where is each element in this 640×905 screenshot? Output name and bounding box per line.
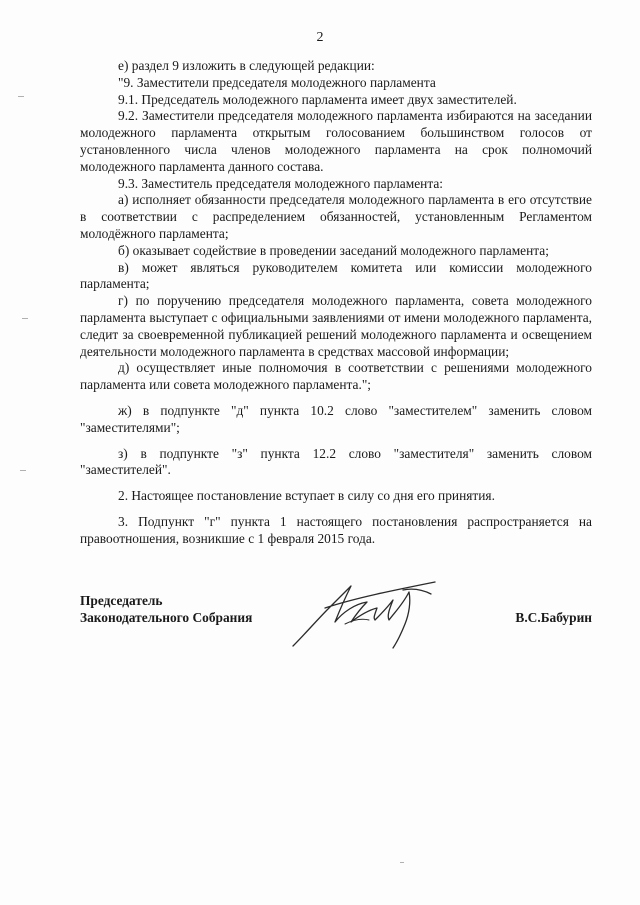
paragraph: д) осуществляет иные полномочия в соответствии с решениями молодежного парламента или совета молодежного парламента."; xyxy=(80,360,592,393)
paragraph: г) по поручению председателя молодежного парламента, совета молодежного парламента выступает с официальными заявлениями от имени молодежного парламента, следит за своевременной публикацией решений молодежного парламента и освещением деятельности молодежного парламента в средствах массовой информации; xyxy=(80,293,592,359)
paragraph: а) исполняет обязанности председателя молодежного парламента в его отсутствие в соответствии с распределением обязанностей, установленным Регламентом молодёжного парламента; xyxy=(80,192,592,241)
paragraph: з) в подпункте "з" пункта 12.2 слово "заместителя" заменить словом "заместителей". xyxy=(80,445,592,478)
scan-mark xyxy=(400,862,404,863)
document-body xyxy=(80,58,592,548)
signatory-title xyxy=(80,592,252,626)
scan-mark xyxy=(22,318,28,319)
paragraph: в) может являться руководителем комитета или комиссии молодежного парламента; xyxy=(80,259,592,292)
scan-mark xyxy=(20,470,26,471)
signatory-name: В.С.Бабурин xyxy=(515,610,592,625)
paragraph: 3. Подпункт "г" пункта 1 настоящего постановления распространяется на правоотношения, возникшие с 1 февраля 2015 года. xyxy=(80,513,592,546)
page-number: 2 xyxy=(316,30,324,45)
scan-mark xyxy=(18,96,24,97)
paragraph: 9.2. Заместители председателя молодежного парламента избираются на заседании молодежного парламента открытым голосованием большинством голосов от установленного числа членов молодежного парламента на срок полномочий молодежного парламента данного состава. xyxy=(80,108,592,174)
paragraph: 2. Настоящее постановление вступает в силу со дня его принятия. xyxy=(118,488,495,504)
paragraph: "9. Заместители председателя молодежного парламента xyxy=(118,74,436,90)
paragraph: б) оказывает содействие в проведении заседаний молодежного парламента; xyxy=(118,242,549,258)
paragraph: 9.1. Председатель молодежного парламента имеет двух заместителей. xyxy=(118,91,517,107)
paragraph: ж) в подпункте "д" пункта 10.2 слово "заместителем" заменить словом "заместителями"; xyxy=(80,402,592,435)
handwritten-signature xyxy=(285,568,465,658)
signatory-title-line: Председатель xyxy=(80,593,163,608)
signatory-title-line: Законодательного Собрания xyxy=(80,610,253,625)
paragraph: 9.3. Заместитель председателя молодежного парламента: xyxy=(118,175,444,191)
paragraph: е) раздел 9 изложить в следующей редакции: xyxy=(118,58,375,73)
